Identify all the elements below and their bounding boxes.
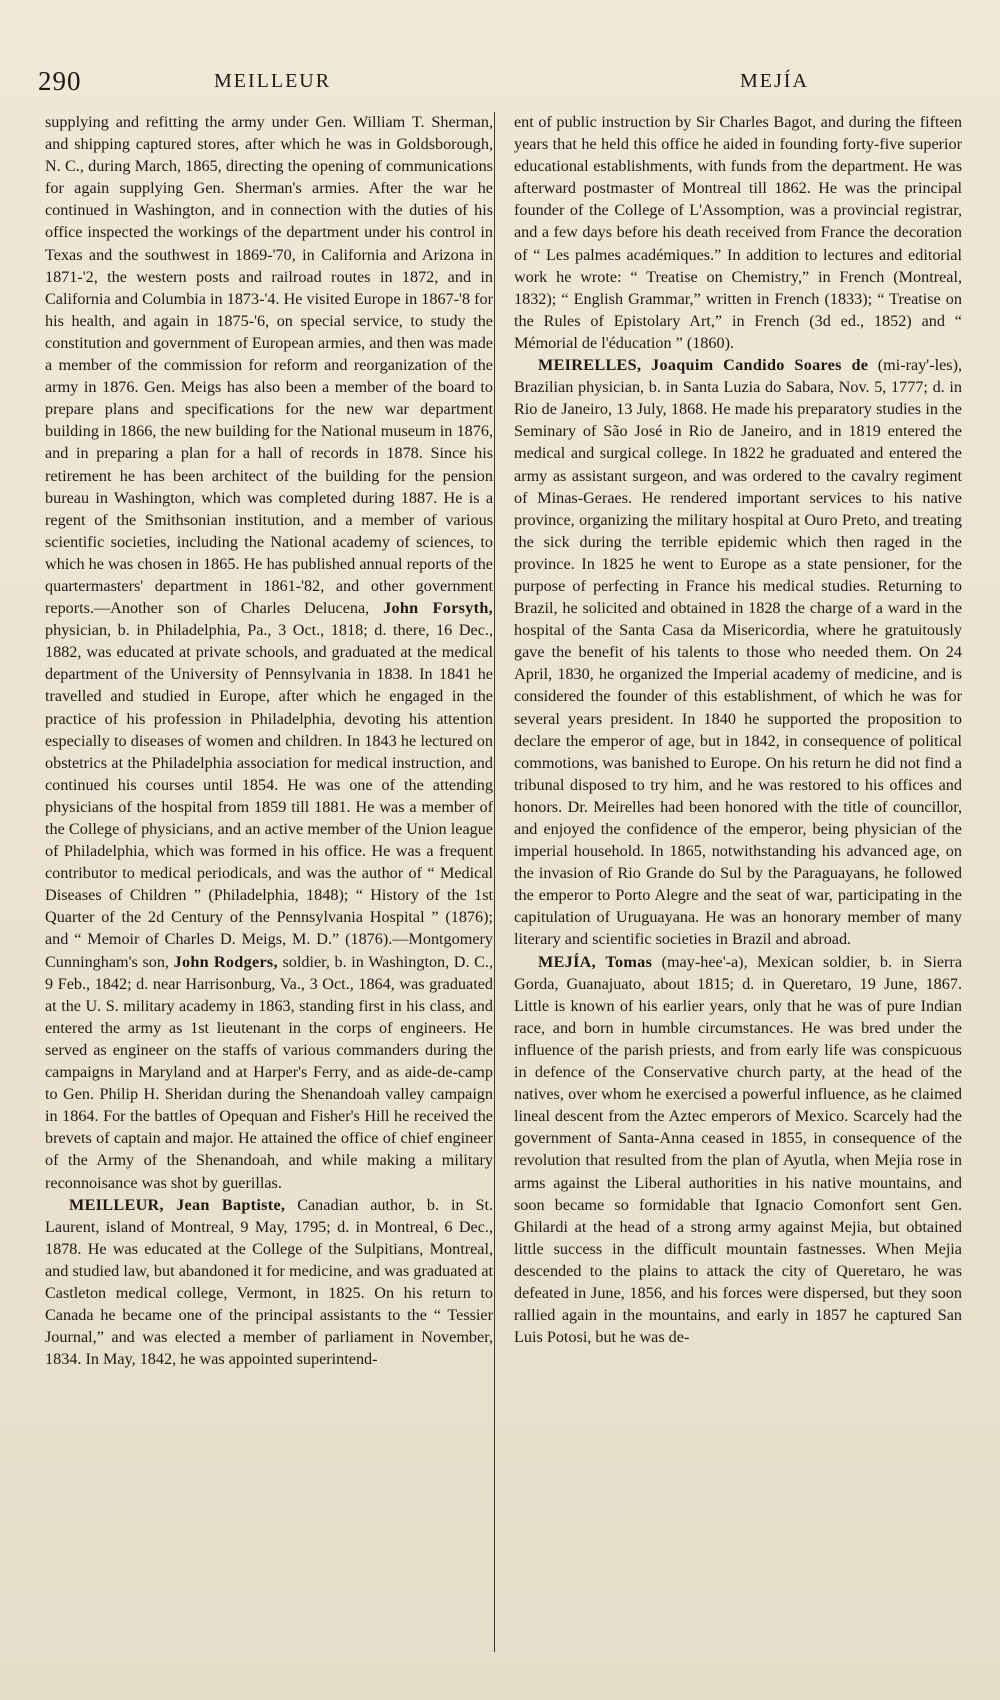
body-text: Canadian author, b. in St. Laurent, island of Montreal, 9 May, 1795; d. in Montreal, 6 Dec., 1878. He was educated at the College of the Sulpitians, Montreal, and studied law, but abandoned it for medicine, and was graduated at Castleton medical college, Vermont, in 1825. On his return to Canada he became one of the principal assistants to the “ Tessier Journal,” and was elected a member of parliament in November, 1834. In May, 1842, he was appointed superintend- <box>45 1195 493 1369</box>
paragraph-meigs-continued <box>45 111 493 1194</box>
body-text: (may-hee'-a), Mexican soldier, b. in Sierra Gorda, Guanajuato, about 1815; d. in Queretaro, 19 June, 1867. Little is known of his earlier years, only that he was of pure Indian race, and born in humble circumstances. He was bred under the influence of the parish priests, and from early life was conspicuous in defence of the Conservative church party, at the head of the natives, over whom he exercised a powerful influence, as he claimed lineal descent from the Aztec emperors of Mexico. Scarcely had the government of Santa-Anna ceased in 1855, in consequence of the revolution that resulted from the plan of Ayutla, when Mejia rose in arms against the Liberal authorities in his native mountains, and soon became so formidable that Ignacio Comonfort sent Gen. Ghilardi at the head of a strong army against Mejia, but obtained little success in the difficult mountain fastnesses. When Mejia descended to the plains to attack the city of Queretaro, he was defeated in June, 1856, and his forces were dispersed, but they soon rallied again in the mountains, and early in 1857 he captured San Luis Potosi, but he was de- <box>514 952 963 1347</box>
entry-name-john-forsyth: John Forsyth, <box>383 599 494 618</box>
body-text: ent of public instruction by Sir Charles Bagot, and during the fifteen years that he held this office he aided in founding forty-five superior educational establishments, with funds from the department. He was afterward postmaster of Montreal till 1862. He was the principal founder of the College of L'Assomption, was a provincial registrar, and a few days before his death received from France the decoration of “ Les palmes académiques.” In addition to lectures and editorial work he wrote: “ Treatise on Chemistry,” in French (Montreal, 1832); “ English Grammar,” written in French (1833); “ Treatise on the Rules of Epistolary Art,” in French (3d ed., 1852) and “ Mémorial de l'éducation ” (1860). <box>514 113 962 352</box>
running-head-left: MEILLEUR <box>214 70 332 92</box>
running-head-right: MEJÍA <box>740 70 809 92</box>
entry-meirelles <box>514 354 962 951</box>
body-text: physician, b. in Philadelphia, Pa., 3 Oct., 1818; d. there, 16 Dec., 1882, was educated at private schools, and graduated at the medical department of the University of Pennsylvania in 1838. In 1841 he travelled and studied in Europe, after which he engaged in the practice of his profession in Philadelphia, devoting his attention especially to diseases of women and children. In 1843 he lectured on obstetrics at the Philadelphia association for medical instruction, and continued his courses until 1854. He was one of the attending physicians of the hospital from 1859 till 1881. He was a member of the College of physicians, and an active member of the Union league of Philadelphia, which was formed in his office. He was a frequent contributor to medical periodicals, and was the author of “ Medical Diseases of Children ” (Philadelphia, 1848); “ History of the 1st Quarter of the 2d Century of the Pennsylvania Hospital ” (1876); and “ Memoir of Charles D. Meigs, M. D.” (1876).—Montgomery Cunningham's son, <box>45 621 493 971</box>
page-number: 290 <box>38 66 82 96</box>
left-column <box>45 111 493 1370</box>
entry-headword: MEILLEUR, Jean Baptiste, <box>69 1195 286 1214</box>
body-text: soldier, b. in Washington, D. C., 9 Feb., 1842; d. near Harrisonburg, Va., 3 Oct., 1864, was graduated at the U. S. military academy in 1863, standing first in his class, and entered the army as 1st lieutenant in the corps of engineers. He served as engineer on the staffs of various commanders during the campaigns in Maryland and at Harper's Ferry, and as aide-de-camp to Gen. Philip H. Sheridan during the Shenandoah valley campaign in 1864. For the battles of Opequan and Fisher's Hill he received the brevets of captain and major. He attained the office of chief engineer of the Army of the Shenandoah, and while making a military reconnoisance was shot by guerillas. <box>45 952 494 1192</box>
entry-meilleur <box>45 1194 493 1371</box>
right-column <box>514 111 962 1348</box>
body-text: (mi-ray'-les), Brazilian physician, b. in Santa Luzia do Sabara, Nov. 5, 1777; d. in Rio de Janeiro, 13 July, 1868. He made his preparatory studies in the Seminary of São José in Rio de Janeiro, and in 1819 entered the medical and surgical college. In 1822 he graduated and entered the army as assistant surgeon, and was ordered to the cavalry regiment of Minas-Geraes. He rendered important services to his native province, organizing the military hospital at Ouro Preto, and treating the sick during the terrible epidemic which then raged in the province. In 1825 he went to Europe as a state pensioner, for the purpose of perfecting in France his medical studies. Returning to Brazil, he solicited and obtained in 1828 the charge of a ward in the hospital of the Santa Casa da Misericordia, where he gratuitously gave the benefit of his talents to those who needed them. On 24 April, 1830, he organized the Imperial academy of medicine, and is considered the founder of this establishment, of which he was for several years president. In 1840 he supported the proposition to declare the emperor of age, but in 1842, in consequence of political commotions, was banished to Europe. On his return he did not find a tribunal disposed to try him, and he was restored to his offices and honors. Dr. Meirelles had been honored with the title of councillor, and enjoyed the confidence of the emperor, being physician of the imperial household. In 1865, notwithstanding his advanced age, on the invasion of Rio Grande do Sul by the Paraguayans, he followed the emperor to Porto Alegre and the seat of war, participating in the capitulation of Uruguayana. He was an honorary member of many literary and scientific societies in Brazil and abroad. <box>514 356 963 949</box>
column-divider <box>494 112 495 1652</box>
body-text: supplying and refitting the army under Gen. William T. Sherman, and shipping captured stores, after which he was in Goldsborough, N. C., during March, 1865, directing the opening of communications for again supplying Gen. Sherman's armies. After the war he continued in Washington, and in connection with the duties of his office inspected the workings of the department under his control in Texas and the southwest in 1869-'70, in California and Arizona in 1871-'2, the western posts and railroad routes in 1872, and in California and Columbia in 1873-'4. He visited Europe in 1867-'8 for his health, and again in 1875-'6, on special service, to study the constitution and government of European armies, and then was made a member of the commission for reform and reorganization of the army in 1876. Gen. Meigs has also been a member of the board to prepare plans and specifications for the new war department building in 1866, the new building for the National museum in 1876, and in preparing a plan for a hall of records in 1878. Since his retirement he has been architect of the building for the pension bureau in Washington, which was completed during 1887. He is a regent of the Smithsonian institution, and a member of various scientific societies, including the National academy of sciences, to which he was chosen in 1865. He has published annual reports of the quartermasters' department in 1861-'82, and other government reports.—Another son of Charles Delucena, <box>45 113 493 618</box>
entry-name-john-rodgers: John Rodgers, <box>173 952 278 971</box>
entry-headword: MEJÍA, Tomas <box>538 952 653 971</box>
entry-mejia <box>514 951 962 1349</box>
entry-headword: MEIRELLES, Joaquim Candido Soares de <box>538 356 869 375</box>
paragraph-meilleur-continued <box>514 111 962 354</box>
page-header <box>38 66 960 106</box>
